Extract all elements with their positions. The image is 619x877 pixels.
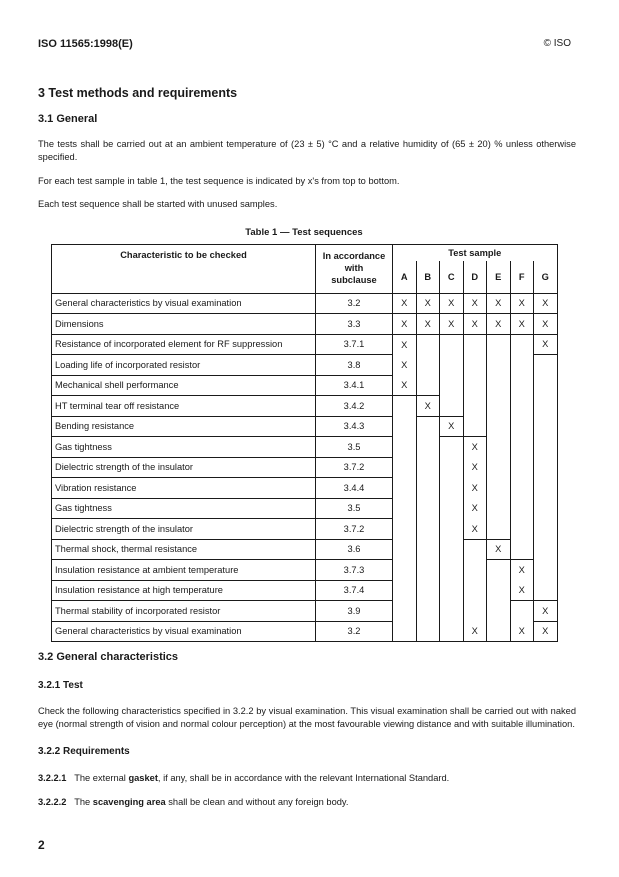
table-row: Gas tightness 3.5 X: [52, 498, 558, 519]
section-3-heading: 3 Test methods and requirements: [38, 86, 238, 100]
section-3-2-1-heading: 3.2.1 Test: [38, 680, 83, 691]
section-3-2-2-heading: 3.2.2 Requirements: [38, 746, 130, 757]
table-row: Dielectric strength of the insulator 3.7.2 X: [52, 457, 558, 478]
table-row: General characteristics by visual examination 3.2 X X X: [52, 621, 558, 642]
table-row: Gas tightness 3.5 X: [52, 437, 558, 458]
test-sequences-table: [51, 244, 558, 642]
table-caption: Table 1 — Test sequences: [245, 227, 363, 238]
sample-header-b: B: [416, 261, 440, 293]
requirement-3-2-2-1: 3.2.2.1 The external gasket, if any, shall be in accordance with the relevant International Standard.: [38, 773, 450, 783]
paragraph-visual-examination: Check the following characteristics specified in 3.2.2 by visual examination. This visual examination shall be carried out with naked eye (normal strength of vision and normal colour perception) at the most favourable viewing distance and with suitable illumination.: [38, 706, 576, 729]
sample-header-d: D: [463, 261, 487, 293]
table-row: Thermal stability of incorporated resistor 3.9 X: [52, 601, 558, 622]
table-row: Resistance of incorporated element for RF suppression 3.7.1 X X: [52, 334, 558, 355]
copyright-notice: © ISO: [543, 38, 571, 49]
sample-header-g: G: [534, 261, 558, 293]
table-row: HT terminal tear off resistance 3.4.2 X: [52, 396, 558, 417]
table-row: Dimensions 3.3 X X X X X X X: [52, 314, 558, 335]
table-row: Insulation resistance at high temperature 3.7.4 X: [52, 580, 558, 601]
sample-header-c: C: [440, 261, 464, 293]
requirement-3-2-2-2: 3.2.2.2 The scavenging area shall be clean and without any foreign body.: [38, 797, 349, 807]
section-3-2-heading: 3.2 General characteristics: [38, 651, 179, 663]
table-row: Dielectric strength of the insulator 3.7.2 X: [52, 519, 558, 540]
table-row: Mechanical shell performance 3.4.1 X: [52, 375, 558, 396]
sample-header-f: F: [510, 261, 534, 293]
table-row: Insulation resistance at ambient temperature 3.7.3 X: [52, 560, 558, 581]
section-3-1-heading: 3.1 General: [38, 113, 98, 125]
document-id: ISO 11565:1998(E): [38, 38, 133, 50]
page-number: 2: [38, 838, 45, 852]
table-row: Thermal shock, thermal resistance 3.6 X: [52, 539, 558, 560]
table-row: General characteristics by visual examination 3.2 X X X X X X X: [52, 293, 558, 314]
sample-header-a: A: [393, 261, 417, 293]
paragraph-ambient-conditions: The tests shall be carried out at an ambient temperature of (23 ± 5) °C and a relative humidity of (65 ± 20) % unless otherwise specified.: [38, 139, 576, 162]
table-row: Loading life of incorporated resistor 3.8 X: [52, 355, 558, 376]
column-header-characteristic: Characteristic to be checked: [52, 245, 316, 294]
sample-header-e: E: [487, 261, 511, 293]
table-row: Bending resistance 3.4.3 X: [52, 416, 558, 437]
column-header-test-sample: Test sample: [393, 245, 558, 262]
paragraph-unused-samples: Each test sequence shall be started with unused samples.: [38, 199, 278, 209]
paragraph-test-sequence-note: For each test sample in table 1, the test sequence is indicated by x's from top to bottom.: [38, 176, 400, 186]
table-row: Vibration resistance 3.4.4 X: [52, 478, 558, 499]
column-header-subclause: In accordance with subclause: [316, 245, 393, 294]
